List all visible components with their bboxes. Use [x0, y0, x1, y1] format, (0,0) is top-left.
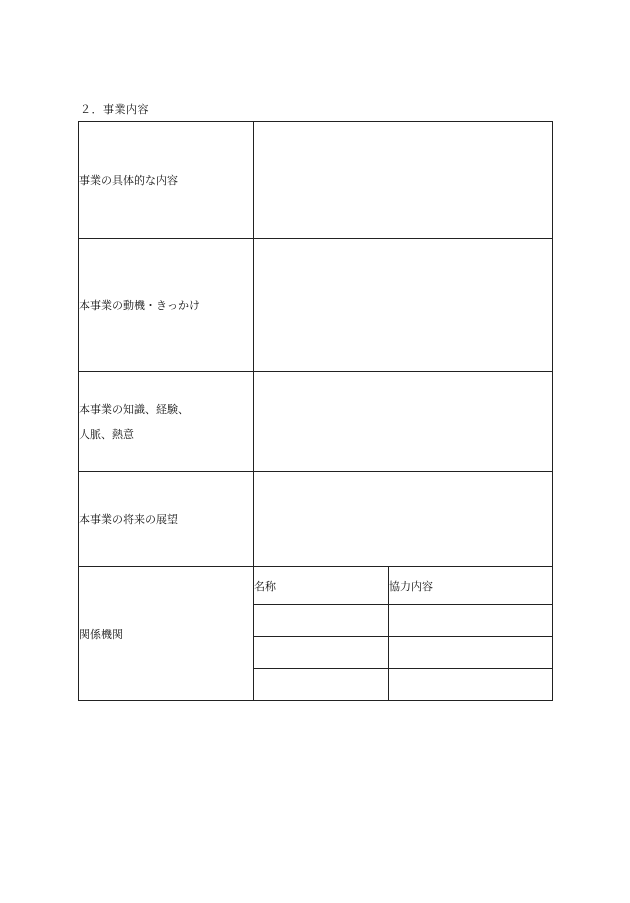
motivation-field[interactable]: [254, 239, 553, 372]
table-row: [79, 372, 553, 472]
section-title: ２．事業内容: [80, 103, 149, 116]
organization-name-field[interactable]: [254, 669, 389, 701]
cooperation-content-field[interactable]: [389, 669, 553, 701]
column-header-name: 名称: [254, 567, 389, 605]
table-row: [79, 472, 553, 567]
knowledge-experience-field[interactable]: [254, 372, 553, 472]
future-outlook-field[interactable]: [254, 472, 553, 567]
business-content-table: [78, 121, 553, 701]
table-row: [79, 567, 553, 605]
cooperation-content-field[interactable]: [389, 605, 553, 637]
row-label-future-outlook: 本事業の将来の展望: [79, 472, 254, 567]
column-header-cooperation: 協力内容: [389, 567, 553, 605]
organization-name-field[interactable]: [254, 605, 389, 637]
table-row: [79, 239, 553, 372]
specific-content-field[interactable]: [254, 122, 553, 239]
row-label-specific-content: 事業の具体的な内容: [79, 122, 254, 239]
table-row: [79, 122, 553, 239]
cooperation-content-field[interactable]: [389, 637, 553, 669]
row-label-motivation: 本事業の動機・きっかけ: [79, 239, 254, 372]
row-label-knowledge-experience: 本事業の知識、経験、 人脈、熱意: [79, 372, 254, 472]
organization-name-field[interactable]: [254, 637, 389, 669]
row-label-related-organizations: 関係機関: [79, 567, 254, 701]
